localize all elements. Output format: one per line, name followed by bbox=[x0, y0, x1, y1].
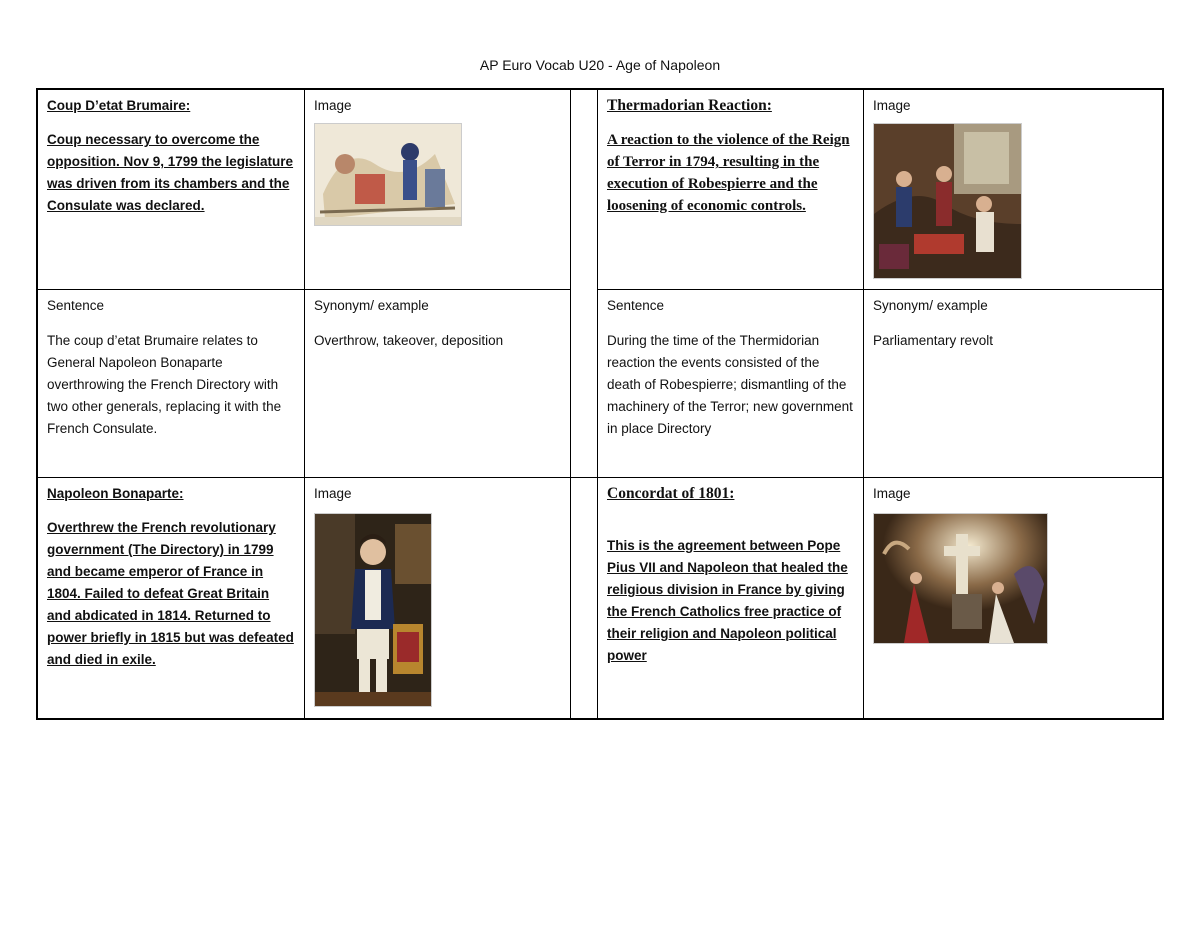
vocab-table bbox=[36, 88, 1164, 720]
image-label: Image bbox=[314, 98, 352, 113]
image-cell bbox=[864, 90, 1164, 289]
sentence-cell bbox=[38, 290, 304, 477]
term-definition: A reaction to the violence of the Reign of Terror in 1794, resulting in the execution of Robespierre and the loosening of economic controls. bbox=[607, 132, 850, 214]
portrait-image bbox=[314, 513, 432, 707]
image-cell bbox=[305, 478, 570, 720]
synonym-text: Parliamentary revolt bbox=[873, 333, 994, 348]
image-label: Image bbox=[314, 486, 352, 501]
synonym-label: Synonym/ example bbox=[873, 298, 988, 313]
sentence-text: The coup d’etat Brumaire relates to General Napoleon Bonaparte overthrowing the French Directory with two other generals, replacing it with the French Consulate. bbox=[47, 333, 282, 436]
term-cell bbox=[38, 478, 304, 720]
term-cell bbox=[38, 90, 304, 289]
religious-painting-image bbox=[873, 513, 1048, 644]
term-heading: Concordat of 1801: bbox=[607, 485, 735, 502]
sentence-cell bbox=[598, 290, 863, 477]
term-heading: Coup D’etat Brumaire: bbox=[47, 98, 191, 113]
term-cell bbox=[598, 90, 863, 289]
term-definition: This is the agreement between Pope Pius VII and Napoleon that healed the religious division in France by giving the French Catholics free practice of their religion and Napoleon political power bbox=[607, 538, 848, 663]
term-definition: Coup necessary to overcome the opposition. Nov 9, 1799 the legislature was driven from its chambers and the Consulate was declared. bbox=[47, 132, 294, 213]
term-cell bbox=[598, 478, 863, 720]
image-label: Image bbox=[873, 98, 911, 113]
sentence-label: Sentence bbox=[47, 298, 105, 313]
image-label: Image bbox=[873, 486, 911, 501]
sentence-label: Sentence bbox=[607, 298, 665, 313]
caricature-image bbox=[314, 123, 462, 226]
synonym-cell bbox=[864, 290, 1164, 477]
sentence-text: During the time of the Thermidorian reaction the events consisted of the death of Robespierre; dismantling of the machinery of the Terror; new government in place Directory bbox=[607, 333, 853, 436]
painting-image bbox=[873, 123, 1022, 279]
synonym-text: Overthrow, takeover, deposition bbox=[314, 333, 504, 348]
image-cell bbox=[864, 478, 1164, 720]
term-definition: Overthrew the French revolutionary government (The Directory) in 1799 and became emperor of France in 1804. Failed to defeat Great Britain and abdicated in 1814. Returned to power briefly in 1815 but was defeated and died in exile. bbox=[47, 520, 294, 667]
divider bbox=[570, 90, 571, 718]
term-heading: Napoleon Bonaparte: bbox=[47, 486, 184, 501]
synonym-cell bbox=[305, 290, 570, 477]
synonym-label: Synonym/ example bbox=[314, 298, 429, 313]
term-heading: Thermadorian Reaction: bbox=[607, 97, 772, 114]
image-cell bbox=[305, 90, 570, 289]
page-title: AP Euro Vocab U20 - Age of Napoleon bbox=[479, 57, 721, 73]
